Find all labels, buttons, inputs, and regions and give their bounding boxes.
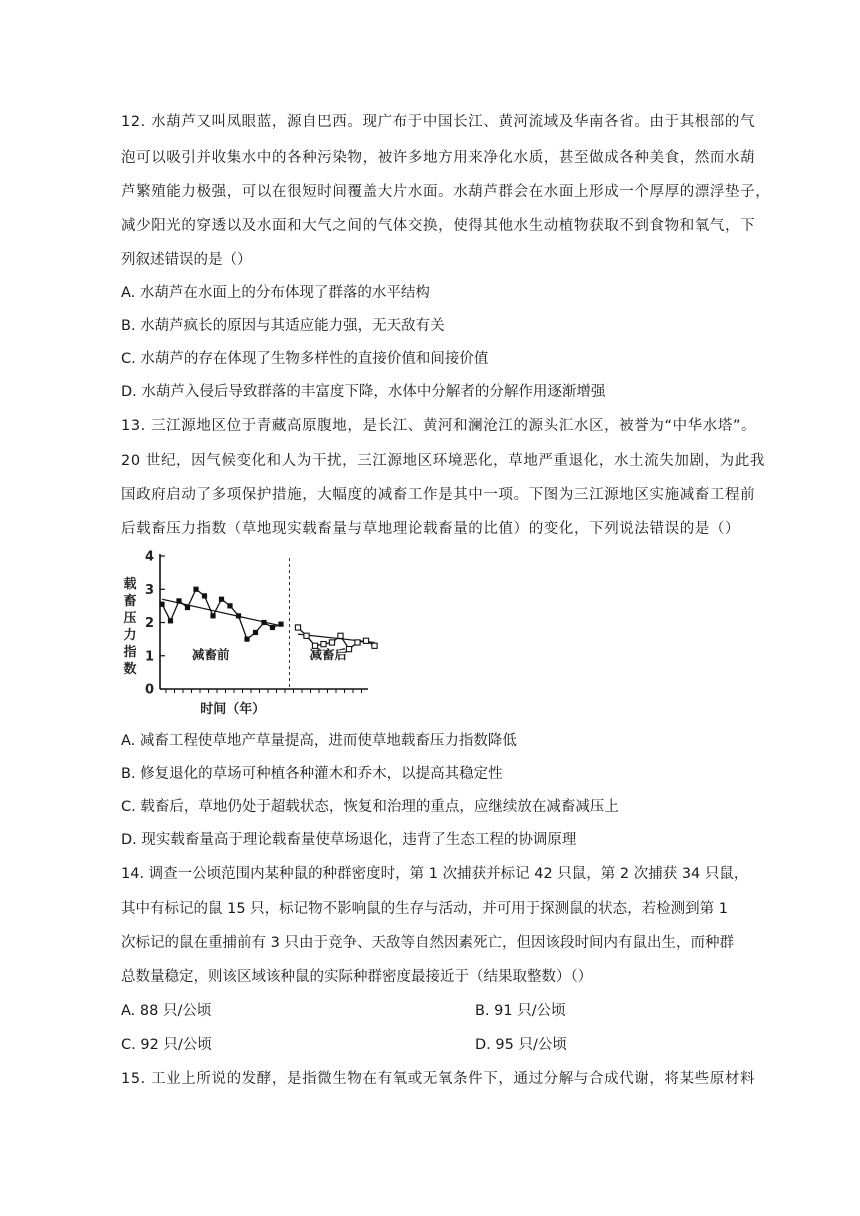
data-point-before: [159, 602, 164, 607]
y-tick-label: 2: [144, 616, 154, 631]
option-d: D. 水葫芦入侵后导致群落的丰富度下降，水体中分解者的分解作用逐渐增强: [121, 384, 606, 400]
data-point-before: [236, 613, 241, 618]
question-text-line: 芦繁殖能力极强，可以在很短时间覆盖大片水面。水葫芦群会在水面上形成一个厚厚的漂浮垫子，: [121, 184, 771, 200]
y-tick-label: 4: [144, 549, 154, 565]
question-text-line: 后载畜压力指数（草地现实载畜量与草地理论载畜量的比值）的变化，下列说法错误的是（）: [121, 521, 741, 537]
option-b: B. 水葫芦疯长的原因与其适应能力强，无天敌有关: [121, 318, 445, 334]
x-axis-label: 时间（年）: [200, 702, 266, 717]
option-d: D. 95 只/公顷: [475, 1037, 567, 1053]
y-axis-label-char: 畜: [123, 594, 137, 609]
option-c: C. 92 只/公顷: [121, 1037, 212, 1053]
y-axis-label: [122, 576, 136, 677]
data-point-before: [270, 625, 275, 630]
data-point-before: [185, 605, 190, 610]
question-text-line: 12. 水葫芦又叫凤眼蓝，源自巴西。现广布于中国长江、黄河流域及华南各省。由于其根部的气: [121, 114, 756, 130]
data-point-after: [295, 625, 300, 630]
data-point-after: [304, 633, 309, 638]
question-text-line: 13. 三江源地区位于青藏高原腹地，是长江、黄河和澜沧江的源头汇水区，被誉为“中华水塔”。: [121, 418, 757, 434]
data-point-after: [329, 640, 334, 645]
data-point-before: [278, 622, 283, 627]
option-c: C. 载畜后，草地仍处于超载状态，恢复和治理的重点，应继续放在减畜减压上: [121, 799, 619, 815]
data-point-before: [219, 597, 224, 602]
y-axis-label-char: 力: [123, 628, 137, 643]
option-a: A. 88 只/公顷: [121, 1003, 212, 1019]
question-text-line: 次标记的鼠在重捕前有 3 只由于竞争、天敌等自然因素死亡，但因该段时间内有鼠出生，而种群: [121, 935, 734, 951]
option-b: B. 修复退化的草场可种植各种灌木和乔木，以提高其稳定性: [121, 766, 503, 782]
question-text-line: 总数量稳定，则该区域该种鼠的实际种群密度最接近于（结果取整数）（）: [121, 969, 593, 985]
option-c: C. 水葫芦的存在体现了生物多样性的直接价值和间接价值: [121, 351, 489, 367]
data-point-before: [227, 603, 232, 608]
annotation-before: 减畜前: [192, 647, 230, 663]
data-point-before: [168, 618, 173, 623]
pressure-index-chart: [118, 548, 378, 718]
y-axis-label-char: 指: [123, 645, 137, 660]
data-point-before: [244, 637, 249, 642]
question-text-line: 泡可以吸引并收集水中的各种污染物，被许多地方用来净化水质，甚至做成各种美食，然而水葫: [121, 150, 756, 166]
question-text-line: 国政府启动了多项保护措施，大幅度的减畜工作是其中一项。下图为三江源地区实施减畜工程前: [121, 487, 756, 503]
question-text-line: 列叙述错误的是（）: [121, 252, 252, 268]
data-point-before: [210, 613, 215, 618]
y-axis-label-char: 载: [123, 577, 137, 592]
y-tick-label: 0: [144, 682, 154, 698]
option-b: B. 91 只/公顷: [475, 1003, 566, 1019]
data-point-before: [261, 620, 266, 625]
question-text-line: 其中有标记的鼠 15 只，标记物不影响鼠的生存与活动，并可用于探测鼠的状态，若检测到第 1: [121, 901, 728, 917]
data-point-after: [321, 642, 326, 647]
annotation-after: 减畜后: [309, 647, 348, 663]
option-a: A. 减畜工程使草地产草量提高，进而使草地载畜压力指数降低: [121, 733, 517, 749]
data-point-after: [372, 643, 377, 648]
data-point-before: [253, 630, 258, 635]
data-point-after: [355, 640, 360, 645]
data-point-before: [176, 598, 181, 603]
data-point-after: [338, 633, 343, 638]
data-series: [159, 587, 377, 652]
data-point-before: [193, 587, 198, 592]
question-text-line: 15. 工业上所说的发酵，是指微生物在有氧或无氧条件下，通过分解与合成代谢，将某些原材料: [121, 1071, 756, 1087]
data-point-before: [202, 593, 207, 598]
y-axis-label-char: 数: [123, 662, 137, 677]
y-axis-label-char: 压: [123, 611, 137, 626]
data-point-after: [363, 638, 368, 643]
y-tick-label: 3: [144, 582, 154, 598]
option-d: D. 现实载畜量高于理论载畜量使草场退化，违背了生态工程的协调原理: [121, 832, 577, 848]
data-point-after: [346, 647, 351, 652]
option-a: A. 水葫芦在水面上的分布体现了群落的水平结构: [121, 285, 430, 301]
question-text-line: 减少阳光的穿透以及水面和大气之间的气体交换，使得其他水生动植物获取不到食物和氧气，下: [121, 218, 756, 234]
y-ticks: [145, 550, 165, 698]
question-text-line: 14. 调查一公顷范围内某种鼠的种群密度时，第 1 次捕获并标记 42 只鼠，第 2 次捕获 34 只鼠，: [121, 866, 749, 882]
question-text-line: 20 世纪，因气候变化和人为干扰，三江源地区环境恶化，草地严重退化，水土流失加剧，为此我: [121, 453, 765, 469]
y-tick-label: 1: [144, 649, 154, 665]
